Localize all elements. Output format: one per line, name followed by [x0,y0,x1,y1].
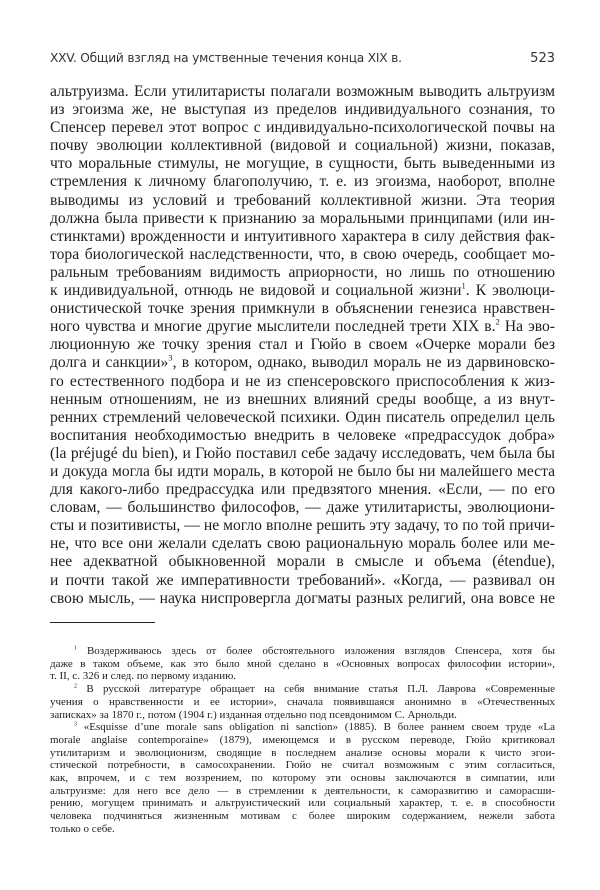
page-number: 523 [530,51,555,66]
text-line [50,101,555,119]
text-line [50,445,555,463]
text-segment: Спенсер перевел этот вопрос с индивидуально-психологической почвы на [50,119,555,137]
footnote-line [50,823,555,836]
text-line [50,173,555,191]
text-line [50,119,555,137]
footnote-marker: 2 [495,316,500,327]
text-segment: и докуда могла бы идти мораль, в которой не было бы ни малейшего места [50,462,555,480]
text-segment: воспитания необходимостью внедрить в человеке «предрассудок добра» [50,426,555,444]
footnote-separator [50,622,155,623]
text-segment: только о себе. [50,822,115,835]
text-segment: В русской литературе обращает на себя внимание статья П.Л. Лаврова «Современные [77,683,555,696]
text-segment: ральным требованиям видимость априорности, но лишь по отношению [50,263,555,281]
footnote-line [50,709,555,722]
text-segment: На эво- [499,318,556,336]
text-segment: почву эволюции коллективной (видовой и социальной) жизни, показав, [50,137,555,155]
text-segment: словам, — большинство философов, — даже утилитаристы, эволюциони- [50,499,555,517]
text-segment: рению, могущем принимать и альтруистический или социальный характер, т. е. в способности [50,797,555,810]
text-segment: «Esquisse d’une morale sans obligation ni sanction» (1885). В более раннем своем труде «La [77,721,555,734]
text-segment: стической потребности, в самосохранении. Гюйо не считал возможным с этим согласиться, [50,759,555,772]
text-segment: сты и позитивисты, — не могло вполне решить эту задачу, то по той причи- [50,517,555,535]
text-line [50,336,555,354]
text-segment: тора биологической наследственности, что, в свою очередь, сообщает мо- [50,245,555,263]
text-segment: го естественного подбора и не из спенсеровского приспособления к жиз- [50,372,555,390]
text-segment: записках» за 1870 г., потом (1904 г.) изданная отдельно под псевдонимом С. Арнольди. [50,708,457,721]
text-segment: т. II, с. 326 и след. по первому изданию. [50,670,237,683]
footnote-marker: 3 [74,721,78,728]
text-segment: стремления к личному благополучию, т. е. из эгоизма, наоборот, вполне [50,173,555,191]
main-text [50,83,555,608]
running-title: XXV. Общий взгляд на умственные течения конца XIX в. [50,51,402,65]
text-line [50,354,555,372]
text-line [50,427,555,445]
text-line [50,83,555,101]
text-segment: и почти такой же императивности требований». «Когда, — развивал он [50,571,555,589]
text-segment: . К эволюци- [465,282,556,300]
text-line [50,373,555,391]
footnote-line [50,683,555,696]
text-segment: ного чувства и многие другие мыслители последней трети XIX в. [50,318,496,336]
text-segment: свою мысль, — наука ниспровергла догматы разных религий, она вовсе не [50,589,555,607]
text-segment: ренних стремлений человеческой психики. Один писатель определил цель [50,408,555,426]
footnote-marker: 1 [461,280,466,291]
text-segment: долга и санкции» [50,354,169,372]
text-segment: morale anglaise contemporaine» (1879), имеющемся и в русском переводе, Гюйо критиковал [50,733,555,746]
text-line [50,318,555,336]
footnote-marker: 2 [74,683,78,690]
text-segment: (la préjugé du bien), и Гюйо поставил себе задачу исследовать, чем была бы [50,444,555,462]
text-segment: не, что все они желали сделать свою рациональную мораль более или ме- [50,535,555,553]
text-line [50,572,555,590]
text-segment: альтруизма. Если утилитаристы полагали возможным выводить альтруизм [50,83,555,100]
text-line [50,409,555,427]
text-segment: ненным отношениям, не из внешних влияний среды вообще, а из внут- [50,390,555,408]
text-line [50,499,555,517]
footnote-line [50,747,555,760]
text-line [50,155,555,173]
text-segment: , в котором, однако, выводил мораль не из дарвиновско- [172,354,555,372]
text-line [50,264,555,282]
footnote-marker: 3 [168,352,173,363]
text-line [50,192,555,210]
text-segment: альтруизме: для него все дело — в стремлении к деятельности, к саморазвитию и саморасши- [50,784,555,797]
footnote-line [50,810,555,823]
footnotes [50,645,555,836]
footnote-line [50,734,555,747]
text-segment: учения о нравственности и ее истории», сначала появившаяся анонимно в «Отечественных [50,695,555,708]
text-segment: утилитаризм и эволюционизм, сводящие в последнем анализе основы морали к чисто эгои- [50,746,555,759]
text-segment: стинктами) врожденности и интуитивного характера в силу действия фак- [50,227,555,245]
text-segment: что моральные стимулы, не могущие, в сущности, быть выведенными из [50,155,555,173]
footnote-line [50,772,555,785]
text-line [50,463,555,481]
text-line [50,481,555,499]
footnote-line [50,645,555,658]
text-line [50,210,555,228]
text-segment: нее адекватной обыкновенной морали в смысле и объема (étendue), [50,553,555,571]
text-line [50,590,555,608]
text-line [50,228,555,246]
text-line [50,282,555,300]
footnote-line [50,658,555,671]
text-segment: выводимы из условий и требований коллективной жизни. Эта теория [50,191,555,209]
text-line [50,137,555,155]
text-line [50,391,555,409]
footnote-line [50,785,555,798]
text-segment: должна была привести к признанию за моральными принципами (или ин- [50,209,555,227]
text-segment: как, впрочем, и с тем воззрением, по которому эти основы заключаются в симпатии, или [50,772,555,785]
text-line [50,517,555,535]
footnote-marker: 1 [74,645,78,652]
text-segment: к индивидуальной, отнюдь не видовой и социальной жизни [50,282,462,300]
text-segment: онистической точке зрения примкнули в объяснении генезиса нравствен- [50,300,555,318]
footnote-line [50,696,555,709]
footnote-line [50,759,555,772]
text-line [50,246,555,264]
text-line [50,300,555,318]
text-line [50,553,555,571]
text-segment: для какого-либо предрассудка или предвзятого мнения. «Если, — по его [50,481,555,499]
text-segment: Воздерживаюсь здесь от более обстоятельного изложения взглядов Спенсера, хотя бы [77,645,555,657]
text-line [50,535,555,553]
text-segment: даже в таком объеме, как это было мной сделано в «Основных вопросах философии истории», [50,657,555,670]
text-segment: люционную же точку зрения стал и Гюйо в своем «Очерке морали без [50,336,555,354]
text-segment: из эгоизма же, не выступая из пределов индивидуального сознания, то [50,101,555,119]
running-header [50,51,555,69]
footnote-line [50,797,555,810]
text-segment: человека подчиняться жизненным мотивам с более широким содержанием, нежели забота [50,810,555,823]
footnote-line [50,721,555,734]
footnote-line [50,670,555,683]
